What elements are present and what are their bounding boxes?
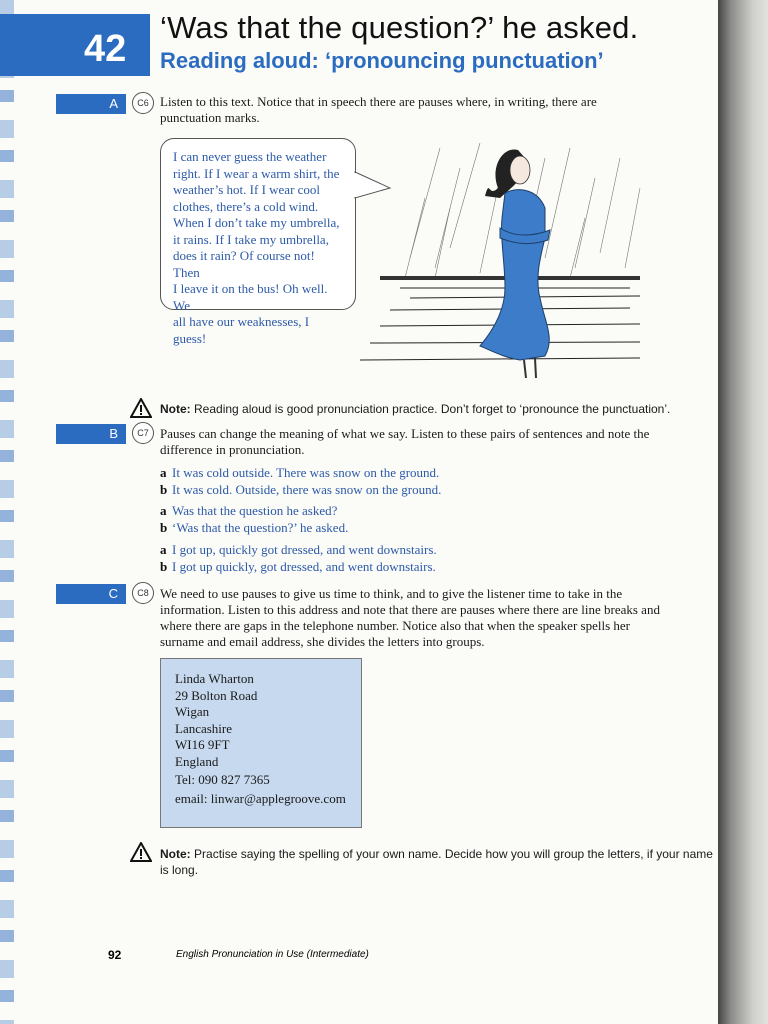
section-a-instruction-line-2: punctuation marks.: [160, 110, 260, 125]
pair-label: b: [160, 520, 168, 535]
cd-track-icon: C7: [132, 422, 154, 444]
address-line: Tel: 090 827 7365: [175, 772, 270, 787]
section-a-instruction-line-1: Listen to this text. Notice that in speech there are pauses where, in writing, there are: [160, 94, 597, 109]
section-b-instruction-line-2: difference in pronunciation.: [160, 442, 305, 457]
address-box: [160, 658, 362, 828]
bubble-line: I can never guess the weather: [173, 149, 327, 164]
address-line: WI16 9FT: [175, 737, 230, 752]
sentence-pair-1: [160, 464, 441, 498]
bubble-line: clothes, there’s a cold wind.: [173, 198, 319, 214]
book-title: English Pronunciation in Use (Intermediate): [176, 949, 369, 960]
section-b-instruction-line-1: Pauses can change the meaning of what we say. Listen to these pairs of sentences and note the: [160, 426, 650, 441]
page-title: ‘Was that the question?’ he asked.: [160, 10, 639, 45]
address-line: email: linwar@applegroove.com: [175, 790, 346, 806]
section-c-line-1: We need to use pauses to give us time to think, and to give the listener time to take in the: [160, 586, 623, 601]
warning-icon: [130, 398, 152, 418]
sentence: I got up, quickly got dressed, and went downstairs.: [172, 542, 437, 557]
address-line: Linda Wharton: [175, 671, 254, 686]
unit-number: 42: [84, 28, 127, 70]
warning-icon: [130, 842, 152, 862]
pair-label: a: [160, 465, 167, 480]
address-line: Lancashire: [175, 720, 233, 736]
section-a-tab: A: [56, 94, 126, 114]
book-spine-shadow: [718, 0, 768, 1024]
pair-label: b: [160, 482, 168, 497]
left-edge-bleed: [0, 0, 14, 1024]
bubble-line: does it rain? Of course not! Then: [173, 248, 315, 280]
section-c-tab: C: [56, 584, 126, 604]
bubble-line: it rains. If I take my umbrella,: [173, 231, 329, 247]
section-b-tab: B: [56, 424, 126, 444]
note-2: [160, 847, 713, 861]
section-c-line-3: where there are gaps in the telephone number. Notice also that when the speaker spells her: [160, 618, 630, 633]
section-c-line-4: surname and email address, she divides the letters into groups.: [160, 634, 485, 649]
sentence: I got up quickly, got dressed, and went downstairs.: [172, 559, 436, 574]
sentence-pair-3: [160, 541, 437, 575]
sentence: It was cold outside. There was snow on the ground.: [172, 465, 440, 480]
bubble-line: I leave it on the bus! Oh well. We: [173, 281, 328, 313]
woman-in-rain-illustration: [340, 138, 650, 378]
sentence: Was that the question he asked?: [172, 503, 338, 518]
cd-track-icon: C6: [132, 92, 154, 114]
note-2-text: Practise saying the spelling of your own name. Decide how you will group the letters, if your name: [194, 847, 713, 861]
note-2-label: Note:: [160, 847, 191, 861]
bubble-line: right. If I wear a warm shirt, the: [173, 165, 340, 181]
sentence: It was cold. Outside, there was snow on the ground.: [172, 482, 442, 497]
note-1-text: Reading aloud is good pronunciation practice. Don’t forget to ‘pronounce the punctuation’.: [194, 402, 671, 416]
note-2-continuation: is long.: [160, 863, 199, 877]
section-c-line-2: information. Listen to this address and note that there are pauses where there are line breaks and: [160, 602, 660, 617]
address-line: 29 Bolton Road: [175, 687, 258, 703]
sentence-pair-2: [160, 502, 348, 536]
unit-number-box: [0, 14, 150, 76]
bubble-line: all have our weaknesses, I guess!: [173, 314, 310, 346]
address-line: England: [175, 753, 219, 769]
pair-label: a: [160, 503, 167, 518]
bubble-line: weather’s hot. If I wear cool: [173, 182, 321, 197]
page-number: 92: [108, 948, 122, 962]
cd-track-icon: C8: [132, 582, 154, 604]
pair-label: b: [160, 559, 168, 574]
address-line: Wigan: [175, 704, 210, 719]
speech-bubble: [160, 138, 356, 346]
pair-label: a: [160, 542, 167, 557]
note-1-label: Note:: [160, 402, 191, 416]
bubble-line: When I don’t take my umbrella,: [173, 215, 340, 230]
page-subtitle: Reading aloud: ‘pronouncing punctuation’: [160, 48, 604, 73]
note-1: [160, 402, 670, 416]
sentence: ‘Was that the question?’ he asked.: [172, 520, 349, 535]
